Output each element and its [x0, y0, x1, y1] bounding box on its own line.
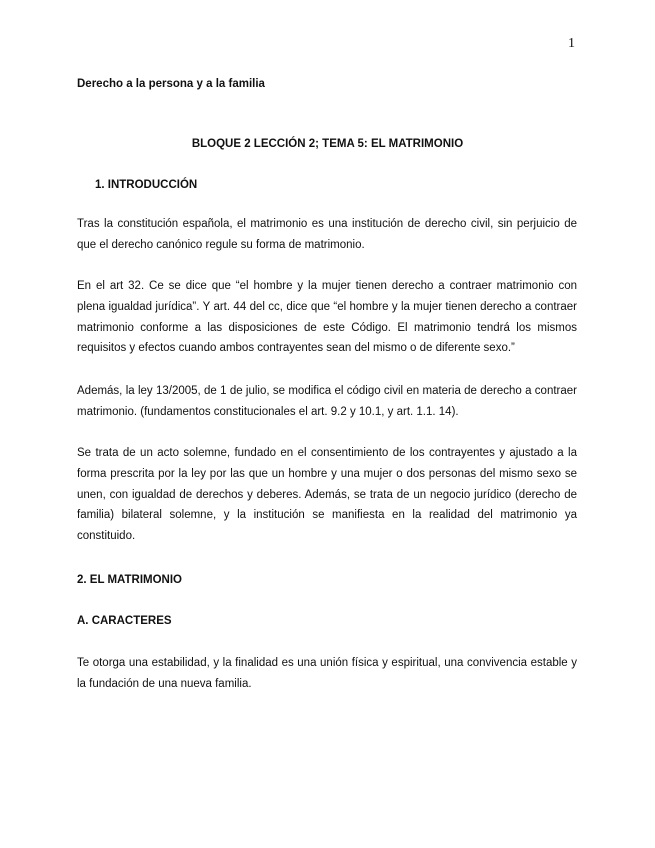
section-heading-caracteres: A. CARACTERES	[77, 615, 172, 627]
paragraph-1: Tras la constitución española, el matrimonio es una institución de derecho civil, sin perjuicio de que el derecho canónico regule su forma de matrimonio.	[77, 218, 577, 251]
section-heading-matrimonio: 2. EL MATRIMONIO	[77, 574, 182, 586]
document-subject: Derecho a la persona y a la familia	[77, 78, 265, 90]
paragraph-3: Además, la ley 13/2005, de 1 de julio, se modifica el código civil en materia de derecho a contraer matrimonio. (fundamentos constitucionales el art. 9.2 y 10.1, y art. 1.1. 14).	[77, 385, 577, 418]
paragraph-4: Se trata de un acto solemne, fundado en el consentimiento de los contrayentes y ajustado a la forma prescrita por la ley por las que un hombre y una mujer o dos personas del mismo sexo se unen, con igualdad de derechos y deberes. Además, se trata de un negocio jurídico (derecho de familia) bilateral solemne, y la institución se manifiesta en la realidad del matrimonio ya constituido.	[77, 447, 577, 543]
section-heading-introduccion: 1. INTRODUCCIÓN	[95, 179, 198, 191]
page-number: 1	[568, 36, 575, 51]
paragraph-2: En el art 32. Ce se dice que “el hombre y la mujer tienen derecho a contraer matrimonio con plena igualdad jurídica”. Y art. 44 del cc, dice que “el hombre y la mujer tienen derecho a contraer matrimonio conforme a las disposiciones de este Código. El matrimonio tendrá los mismos requisitos y efectos cuando ambos contrayentes sean del mismo o de diferente sexo.”	[77, 280, 577, 355]
paragraph-5: Te otorga una estabilidad, y la finalidad es una unión física y espiritual, una convivencia estable y la fundación de una nueva familia.	[77, 657, 577, 690]
document-title: BLOQUE 2 LECCIÓN 2; TEMA 5: EL MATRIMONIO	[191, 138, 464, 150]
